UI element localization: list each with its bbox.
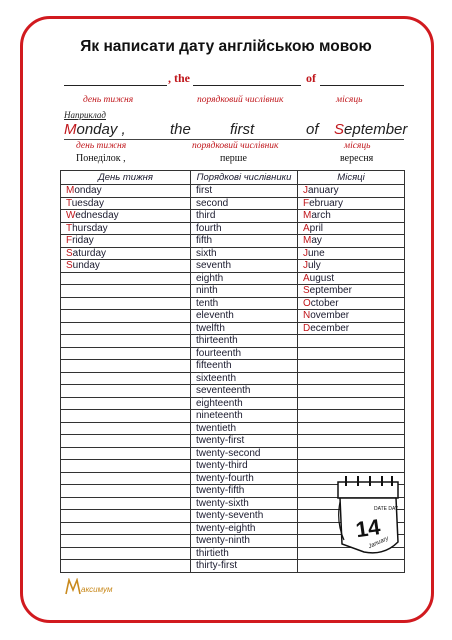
calendar-icon [334,472,406,562]
first-letter: S [66,247,73,259]
first-letter: D [303,322,311,334]
example-weekday-rest: onday , [76,121,126,138]
empty-cell [61,422,191,435]
empty-cell [61,447,191,460]
table-row [61,260,405,273]
example-weekday-cap: M [64,121,77,138]
ua-month: вересня [340,153,374,164]
ordinal-cell: fifteenth [191,360,298,373]
table-row [61,310,405,323]
empty-cell [61,460,191,473]
empty-cell [298,360,405,373]
ua-ordinal: перше [220,153,247,164]
connector-of: of [306,71,316,85]
example-the: the [170,121,191,138]
empty-cell [61,472,191,485]
empty-cell [298,460,405,473]
month-cell: June [298,247,405,260]
month-cell: April [298,222,405,235]
table-row [61,347,405,360]
empty-cell [298,447,405,460]
empty-cell [61,535,191,548]
table-row [61,385,405,398]
empty-cell [61,335,191,348]
ordinal-cell: thirty-first [191,560,298,573]
ordinal-cell: twenty-first [191,435,298,448]
first-letter: O [303,297,311,309]
empty-cell [298,397,405,410]
table-row [61,247,405,260]
empty-cell [61,522,191,535]
example-month-cap: S [334,121,345,138]
empty-cell [298,385,405,398]
ordinal-cell: tenth [191,297,298,310]
ordinal-cell: twenty-third [191,460,298,473]
weekday-cell: Wednesday [61,210,191,223]
empty-cell [298,372,405,385]
ordinal-cell: seventeenth [191,385,298,398]
first-letter: F [303,197,310,209]
empty-cell [298,335,405,348]
month-cell: February [298,197,405,210]
table-header-row [61,171,405,185]
example-of: of [306,121,319,138]
month-cell: March [298,210,405,223]
empty-cell [298,410,405,423]
ordinal-cell: twenty-fifth [191,485,298,498]
table-row [61,285,405,298]
weekday-cell: Tuesday [61,197,191,210]
table-row [61,447,405,460]
weekday-cell: Saturday [61,247,191,260]
header-ordinals: Порядкові числівники [191,171,298,185]
empty-cell [61,310,191,323]
first-letter: M [303,210,312,222]
table-row [61,322,405,335]
weekday-cell: Monday [61,185,191,198]
empty-cell [61,547,191,560]
ordinal-cell: twentieth [191,422,298,435]
table-row [61,297,405,310]
table-row [61,210,405,223]
first-letter: T [66,197,72,209]
ua-weekday: Понеділок , [76,153,126,164]
empty-cell [61,347,191,360]
empty-cell [61,322,191,335]
first-letter: N [303,310,311,322]
ordinal-cell: fifth [191,235,298,248]
ordinal-cell: twenty-eighth [191,522,298,535]
first-letter: A [303,272,310,284]
first-letter: J [303,185,308,197]
ordinal-cell: eleventh [191,310,298,323]
empty-cell [61,297,191,310]
ordinal-cell: eighth [191,272,298,285]
weekday-cell: Friday [61,235,191,248]
table-row [61,197,405,210]
svg-text:aксимум: aксимум [81,585,113,594]
label-weekday-2: день тижня [76,141,127,151]
ordinal-cell: twelfth [191,322,298,335]
month-blank [320,74,404,86]
first-letter: M [66,185,75,197]
month-cell: August [298,272,405,285]
ordinal-cell: seventh [191,260,298,273]
ordinal-cell: ninth [191,285,298,298]
example-ordinal: first [230,121,255,138]
weekday-cell: Thursday [61,222,191,235]
empty-cell [298,435,405,448]
first-letter: W [66,210,76,222]
maksymum-logo [64,578,124,596]
example-weekday [64,121,126,138]
ordinal-cell: twenty-ninth [191,535,298,548]
connector-the: , the [168,71,190,85]
header-weekday: День тижня [61,171,191,185]
example-month-rest: eptember [344,121,408,138]
ordinal-cell: nineteenth [191,410,298,423]
month-cell: October [298,297,405,310]
month-cell: December [298,322,405,335]
ordinal-cell: twenty-seventh [191,510,298,523]
ordinal-cell: first [191,185,298,198]
ordinal-cell: sixteenth [191,372,298,385]
calendar-day: 14 [354,514,382,543]
first-letter: F [66,235,73,247]
ordinal-cell: eighteenth [191,397,298,410]
table-row [61,272,405,285]
table-row [61,422,405,435]
table-row [61,222,405,235]
ordinal-cell: twenty-sixth [191,497,298,510]
empty-cell [61,397,191,410]
month-cell: September [298,285,405,298]
table-row [61,235,405,248]
empty-cell [298,422,405,435]
first-letter: J [303,260,308,272]
empty-cell [61,272,191,285]
label-weekday: день тижня [83,95,134,105]
ordinal-cell: second [191,197,298,210]
ordinal-cell: twenty-fourth [191,472,298,485]
label-ordinal: порядковий числівник [197,95,284,105]
example-label: Наприклад [64,110,106,120]
table-row [61,360,405,373]
first-letter: S [66,260,73,272]
month-cell: November [298,310,405,323]
calendar-month: January [367,535,390,551]
label-ordinal-2: порядковий числівник [192,141,279,151]
table-row [61,460,405,473]
empty-cell [61,372,191,385]
table-row [61,372,405,385]
empty-cell [61,385,191,398]
month-cell: July [298,260,405,273]
example-month [334,121,407,138]
empty-cell [61,497,191,510]
month-cell: May [298,235,405,248]
ordinal-cell: fourteenth [191,347,298,360]
first-letter: A [303,222,310,234]
calendar-header: DATE DAY [374,506,399,512]
ordinal-cell: third [191,210,298,223]
label-month: місяць [336,95,363,105]
month-cell: January [298,185,405,198]
table-row [61,335,405,348]
empty-cell [61,410,191,423]
first-letter: T [66,222,73,234]
first-letter: M [303,235,312,247]
ordinal-cell: thirtieth [191,547,298,560]
weekday-blank [64,74,167,86]
label-month-2: місяць [344,141,371,151]
ordinal-cell: fourth [191,222,298,235]
empty-cell [61,560,191,573]
page-title: Як написати дату англійською мовою [80,38,372,55]
empty-cell [61,485,191,498]
example-underline [64,139,404,140]
empty-cell [298,347,405,360]
table-row [61,435,405,448]
table-row [61,410,405,423]
ordinal-blank [193,74,301,86]
first-letter: J [303,247,308,259]
empty-cell [61,285,191,298]
table-row [61,185,405,198]
ordinal-cell: sixth [191,247,298,260]
weekday-cell: Sunday [61,260,191,273]
header-months: Місяці [298,171,405,185]
empty-cell [61,360,191,373]
empty-cell [61,510,191,523]
first-letter: S [303,285,310,297]
ordinal-cell: thirteenth [191,335,298,348]
empty-cell [61,435,191,448]
table-row [61,397,405,410]
ordinal-cell: twenty-second [191,447,298,460]
